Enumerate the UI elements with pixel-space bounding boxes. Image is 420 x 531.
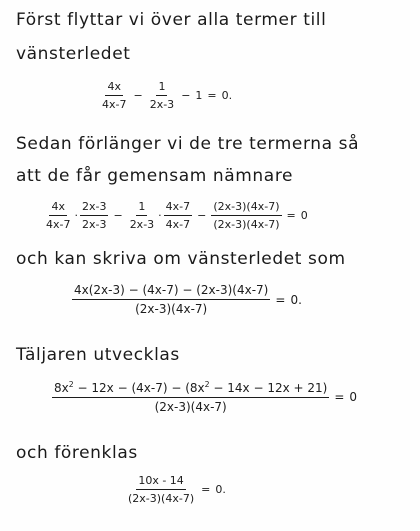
equation-3 — [72, 283, 302, 316]
right-hand-side: 0. — [290, 292, 302, 307]
text-line-common-denominator: att de får gemensam nämnare — [16, 166, 294, 186]
minus-sign: − — [181, 89, 191, 102]
multiply-dot: · — [74, 209, 78, 222]
right-hand-side: 0. — [221, 89, 233, 102]
text-line-extend: Sedan förlänger vi de tre termerna så — [16, 134, 360, 154]
text-line-intro: Först flyttar vi över alla termer till — [16, 10, 327, 30]
fraction-4x-7-over-4x-7: $\frac{4x-7}{4x-7}$ — [165, 200, 191, 231]
equation-4 — [52, 380, 357, 414]
fraction-product-over-product: $\frac{(2x-3)(4x-7)}{(2x-3)(4x-7)}$ — [213, 200, 280, 231]
fraction-1-over-2x-3: $\frac{1}{2x-3}$ — [129, 200, 155, 231]
equals-sign: = — [275, 292, 286, 307]
equals-sign: = — [334, 390, 345, 404]
minus-sign: − — [197, 209, 207, 222]
fraction-simplified: $\frac{10x - 14}{(2x-3)(4x-7)}$ — [128, 474, 195, 505]
text-line-simplified: och förenklas — [16, 443, 138, 463]
minus-sign: − — [113, 209, 123, 222]
fraction-4x-over-4x-7: $\frac{4x}{4x-7}$ — [102, 80, 127, 111]
fraction-4x-over-4x-7: $\frac{4x}{4x-7}$ — [46, 200, 71, 231]
fraction-2x-3-over-2x-3: $\frac{2x-3}{2x-3}$ — [81, 200, 107, 231]
text-line-rewrite: och kan skriva om vänsterledet som — [16, 249, 346, 269]
fraction-combined: $\frac{4x(2x-3) - (4x-7) - (2x-3)(4x-7)}{(2x-3)(4x-7)}$ — [74, 283, 269, 316]
exponent: 2 — [68, 380, 74, 389]
equation-5 — [126, 474, 226, 505]
equals-sign: = — [286, 209, 296, 222]
multiply-dot: · — [158, 209, 162, 222]
equation-1 — [100, 80, 232, 111]
constant-term: 1 — [195, 89, 203, 102]
right-hand-side: 0 — [349, 390, 358, 404]
equals-sign: = — [201, 483, 211, 496]
fraction-expanded: $\frac{8x^2 - 12x - (4x-7) - (8x^2 - 14x - 12x + 21)}{(2x-3)(4x-7)}$ — [54, 380, 328, 414]
right-hand-side: 0 — [300, 209, 308, 222]
equation-2 — [44, 200, 308, 231]
right-hand-side: 0. — [215, 483, 226, 496]
text-line-left-side: vänsterledet — [16, 44, 131, 64]
minus-sign: − — [133, 89, 143, 102]
text-line-numerator-expanded: Täljaren utvecklas — [16, 345, 180, 365]
equals-sign: = — [207, 89, 217, 102]
exponent: 2 — [204, 380, 210, 389]
fraction-1-over-2x-3: $\frac{1}{2x-3}$ — [149, 80, 175, 111]
